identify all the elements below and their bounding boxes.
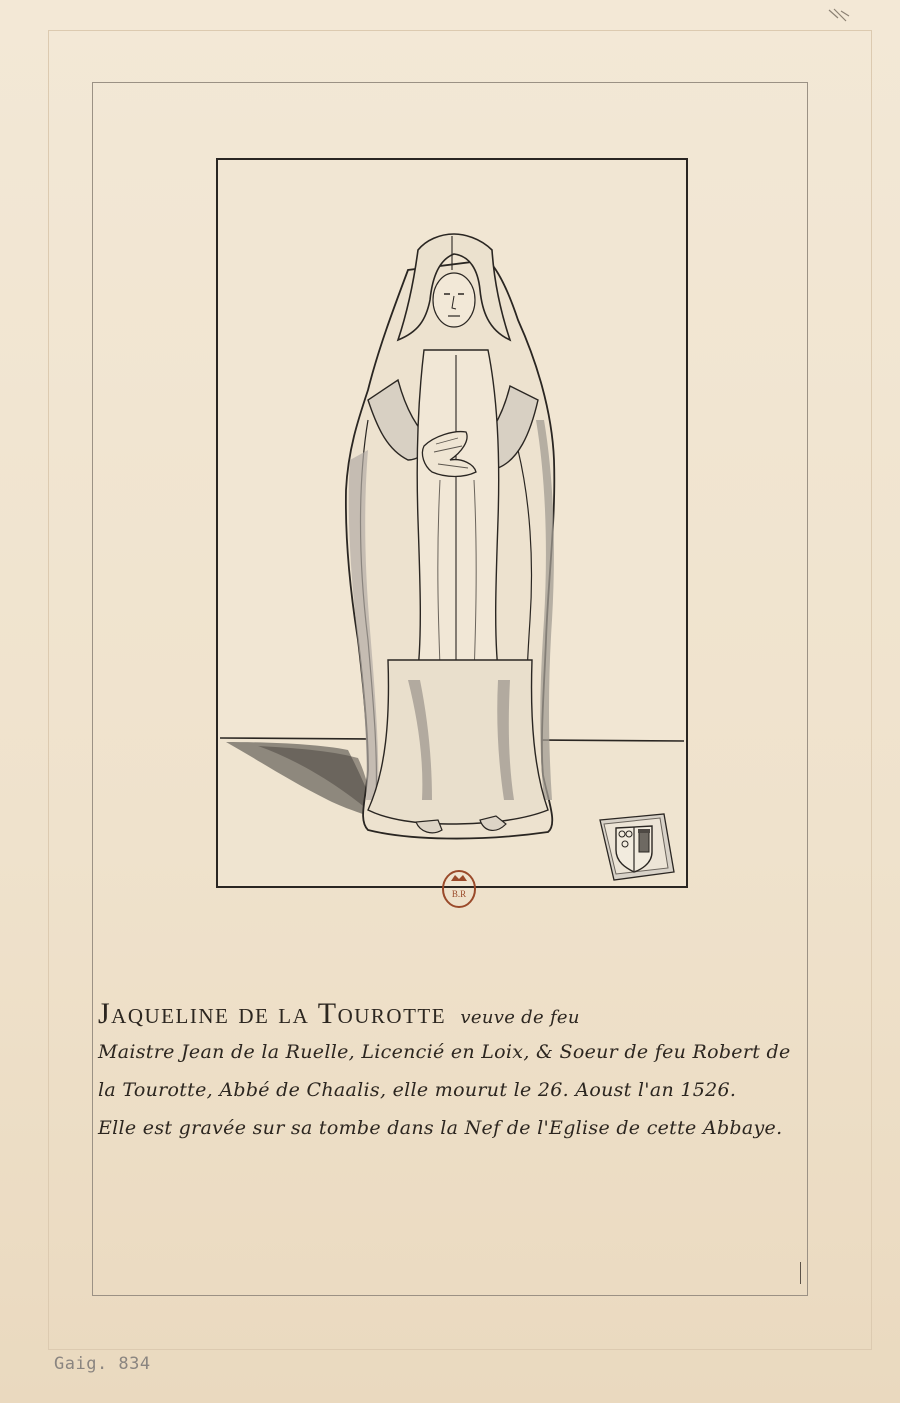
- hem: [368, 660, 548, 824]
- frame-tick: [800, 1262, 801, 1284]
- face: [433, 273, 475, 327]
- caption-line-1: [98, 995, 818, 1033]
- corner-scratch-mark: [826, 6, 852, 26]
- inner-gown: [417, 350, 498, 670]
- caption-line-2: Maistre Jean de la Ruelle, Licencié en Loix, & Soeur de feu Robert de: [98, 1041, 791, 1063]
- library-stamp-icon: [441, 867, 477, 909]
- shelfmark: Gaig. 834: [54, 1354, 151, 1374]
- tomb-figure-illustration: [216, 158, 688, 888]
- figure-drawing: [218, 160, 686, 886]
- caption-block: [98, 995, 818, 1147]
- stamp-text: B.R: [451, 889, 467, 899]
- coat-of-arms-icon: [594, 810, 678, 890]
- caption-line-4: Elle est gravée sur sa tombe dans la Nef de l'Eglise de cette Abbaye.: [98, 1117, 783, 1139]
- caption-title-name: Jaqueline de la Tourotte: [98, 997, 447, 1030]
- caption-line-3: la Tourotte, Abbé de Chaalis, elle mourut le 26. Aoust l'an 1526.: [98, 1079, 737, 1101]
- caption-title-tail: veuve de feu: [460, 1007, 580, 1028]
